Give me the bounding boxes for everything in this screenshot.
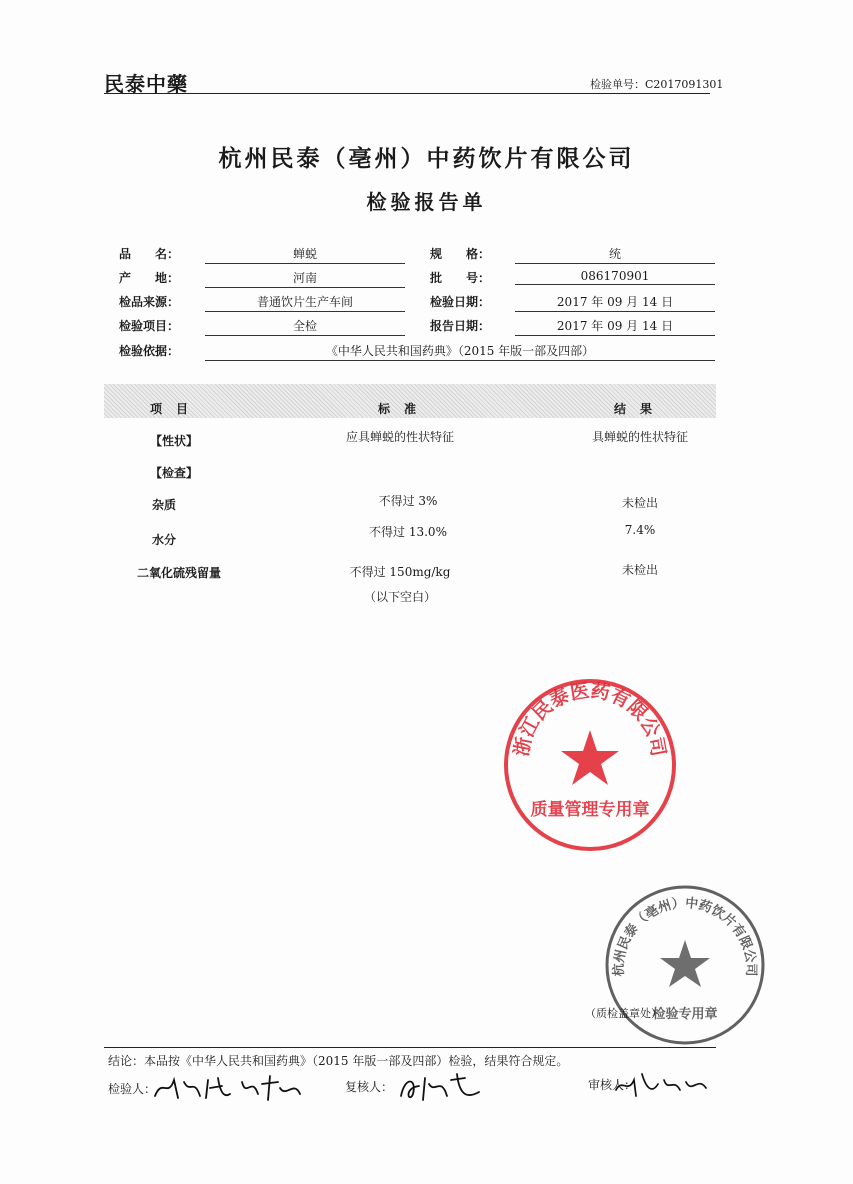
table-row-standard: 不得过 13.0% (369, 525, 447, 539)
source-value: 普通饮片生产车间 (205, 293, 405, 312)
table-row-result: 7.4% (624, 523, 656, 537)
product-name-label: 品 名： (119, 247, 180, 261)
batch-label: 批 号： (430, 271, 491, 285)
origin-label: 产 地： (119, 271, 180, 285)
gray-star-icon (660, 940, 710, 987)
basis-label: 检验依据： (119, 344, 180, 358)
header-divider (104, 93, 710, 94)
conclusion-divider (104, 1047, 716, 1048)
spec-value: 统 (515, 245, 715, 264)
red-seal-top-text: 浙江民泰医药有限公司 (510, 679, 670, 759)
report-date-label: 报告日期： (430, 319, 491, 333)
source-label: 检品来源： (119, 295, 180, 309)
table-row-item: 二氧化硫残留量 (136, 566, 221, 580)
test-item-label: 检验项目： (119, 319, 180, 333)
reviewer-signature (395, 1066, 495, 1108)
table-row-item: 【检查】 (149, 466, 198, 480)
table-row-item: 杂质 (151, 498, 176, 512)
red-seal-bottom-text: 质量管理专用章 (530, 800, 650, 820)
header-standard: 标准 (378, 402, 431, 416)
table-row-item: 【性状】 (149, 434, 198, 448)
blank-note: （以下空白） (363, 590, 436, 604)
company-logo: 民泰中藥 (104, 72, 188, 96)
test-date-value: 2017 年 09 月 14 日 (515, 293, 715, 312)
spec-label: 规 格： (430, 247, 491, 261)
table-row-result: 未检出 (621, 496, 658, 510)
product-name-value: 蝉蜕 (205, 245, 405, 264)
report-number: 检验单号：C2017091301 (590, 78, 724, 91)
conclusion-text: 结论：本品按《中华人民共和国药典》（2015 年版一部及四部）检验，结果符合规定。 (108, 1054, 569, 1068)
table-row-standard: 不得过 3% (378, 494, 438, 508)
test-date-label: 检验日期： (430, 295, 491, 309)
qc-stamp-note: （质检盖章处） (585, 1007, 662, 1020)
origin-value: 河南 (205, 269, 405, 288)
basis-value: 《中华人民共和国药典》（2015 年版一部及四部） (205, 342, 715, 361)
red-star-icon (561, 730, 619, 785)
table-row-result: 具蝉蜕的性状特征 (591, 430, 688, 444)
document-title: 检验报告单 (366, 190, 487, 214)
table-row-result: 未检出 (621, 563, 658, 577)
inspector-label: 检验人： (108, 1082, 157, 1096)
table-row-standard: 不得过 150mg/kg (349, 565, 451, 579)
auditor-signature (612, 1064, 712, 1104)
auditor-label: 审核人： (588, 1078, 637, 1092)
table-row-standard: 应具蝉蜕的性状特征 (345, 430, 454, 444)
header-result: 结果 (614, 402, 667, 416)
report-date-value: 2017 年 09 月 14 日 (515, 317, 715, 336)
test-item-value: 全检 (205, 317, 405, 336)
reviewer-label: 复核人： (345, 1080, 394, 1094)
company-name: 杭州民泰（亳州）中药饮片有限公司 (218, 145, 635, 172)
batch-value: 086170901 (515, 269, 715, 285)
red-quality-seal (500, 675, 680, 855)
gray-seal-top-text: 杭州民泰（亳州）中药饮片有限公司 (611, 896, 759, 977)
gray-seal-bottom-text: 检验专用章 (652, 1007, 718, 1022)
inspector-signature (150, 1068, 310, 1108)
gray-inspection-seal (600, 880, 770, 1050)
table-row-item: 水分 (151, 533, 176, 547)
header-item: 项目 (150, 402, 203, 416)
